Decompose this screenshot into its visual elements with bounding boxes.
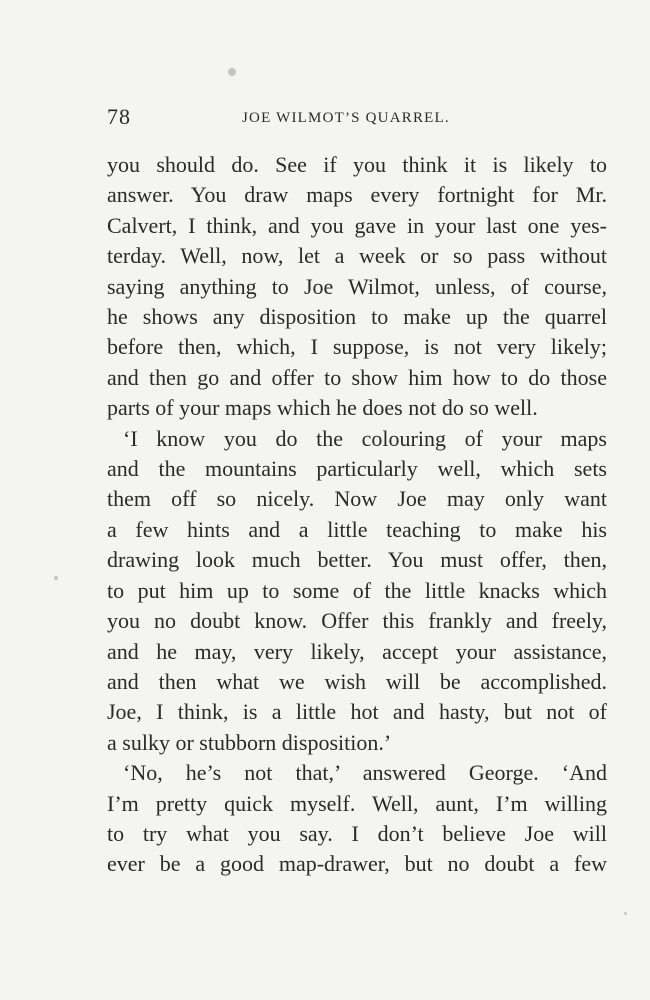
text-line: to try what you say. I don’t believe Joe will xyxy=(107,820,607,846)
text-line: Calvert, I think, and you gave in your last one yes- xyxy=(107,212,607,238)
text-line: a few hints and a little teaching to make his xyxy=(107,516,607,542)
ink-speck xyxy=(228,68,236,76)
text-line: ‘No, he’s not that,’ answered George. ‘And xyxy=(123,760,607,786)
text-line: you no doubt know. Offer this frankly and freely, xyxy=(107,608,607,634)
text-line: parts of your maps which he does not do so well. xyxy=(107,395,538,421)
page-header xyxy=(107,104,607,134)
text-line: and then what we wish will be accomplished. xyxy=(107,668,607,694)
text-line: and the mountains particularly well, which sets xyxy=(107,456,607,482)
running-title: JOE WILMOT’S QUARREL. xyxy=(242,110,450,126)
page-number: 78 xyxy=(107,104,131,129)
text-line: terday. Well, now, let a week or so pass without xyxy=(107,243,607,269)
text-line: them off so nicely. Now Joe may only want xyxy=(107,486,607,512)
text-line: before then, which, I suppose, is not very likely; xyxy=(107,334,607,360)
text-line: answer. You draw maps every fortnight for Mr. xyxy=(107,182,607,208)
ink-speck xyxy=(624,912,627,915)
body-text xyxy=(107,150,607,880)
text-line: drawing look much better. You must offer, then, xyxy=(107,547,607,573)
text-line: I’m pretty quick myself. Well, aunt, I’m willing xyxy=(107,790,607,816)
text-line: ‘I know you do the colouring of your maps xyxy=(123,425,607,451)
text-line: ever be a good map-drawer, but no doubt a few xyxy=(107,851,607,877)
text-line: and he may, very likely, accept your assistance, xyxy=(107,638,607,664)
text-line: saying anything to Joe Wilmot, unless, of course, xyxy=(107,273,607,299)
text-line: he shows any disposition to make up the quarrel xyxy=(107,304,607,330)
text-line: a sulky or stubborn disposition.’ xyxy=(107,729,392,755)
text-line: you should do. See if you think it is likely to xyxy=(107,152,607,177)
text-line: to put him up to some of the little knacks which xyxy=(107,577,607,603)
text-line: and then go and offer to show him how to do those xyxy=(107,364,607,390)
text-line: Joe, I think, is a little hot and hasty, but not of xyxy=(107,699,607,725)
ink-speck xyxy=(54,576,58,580)
